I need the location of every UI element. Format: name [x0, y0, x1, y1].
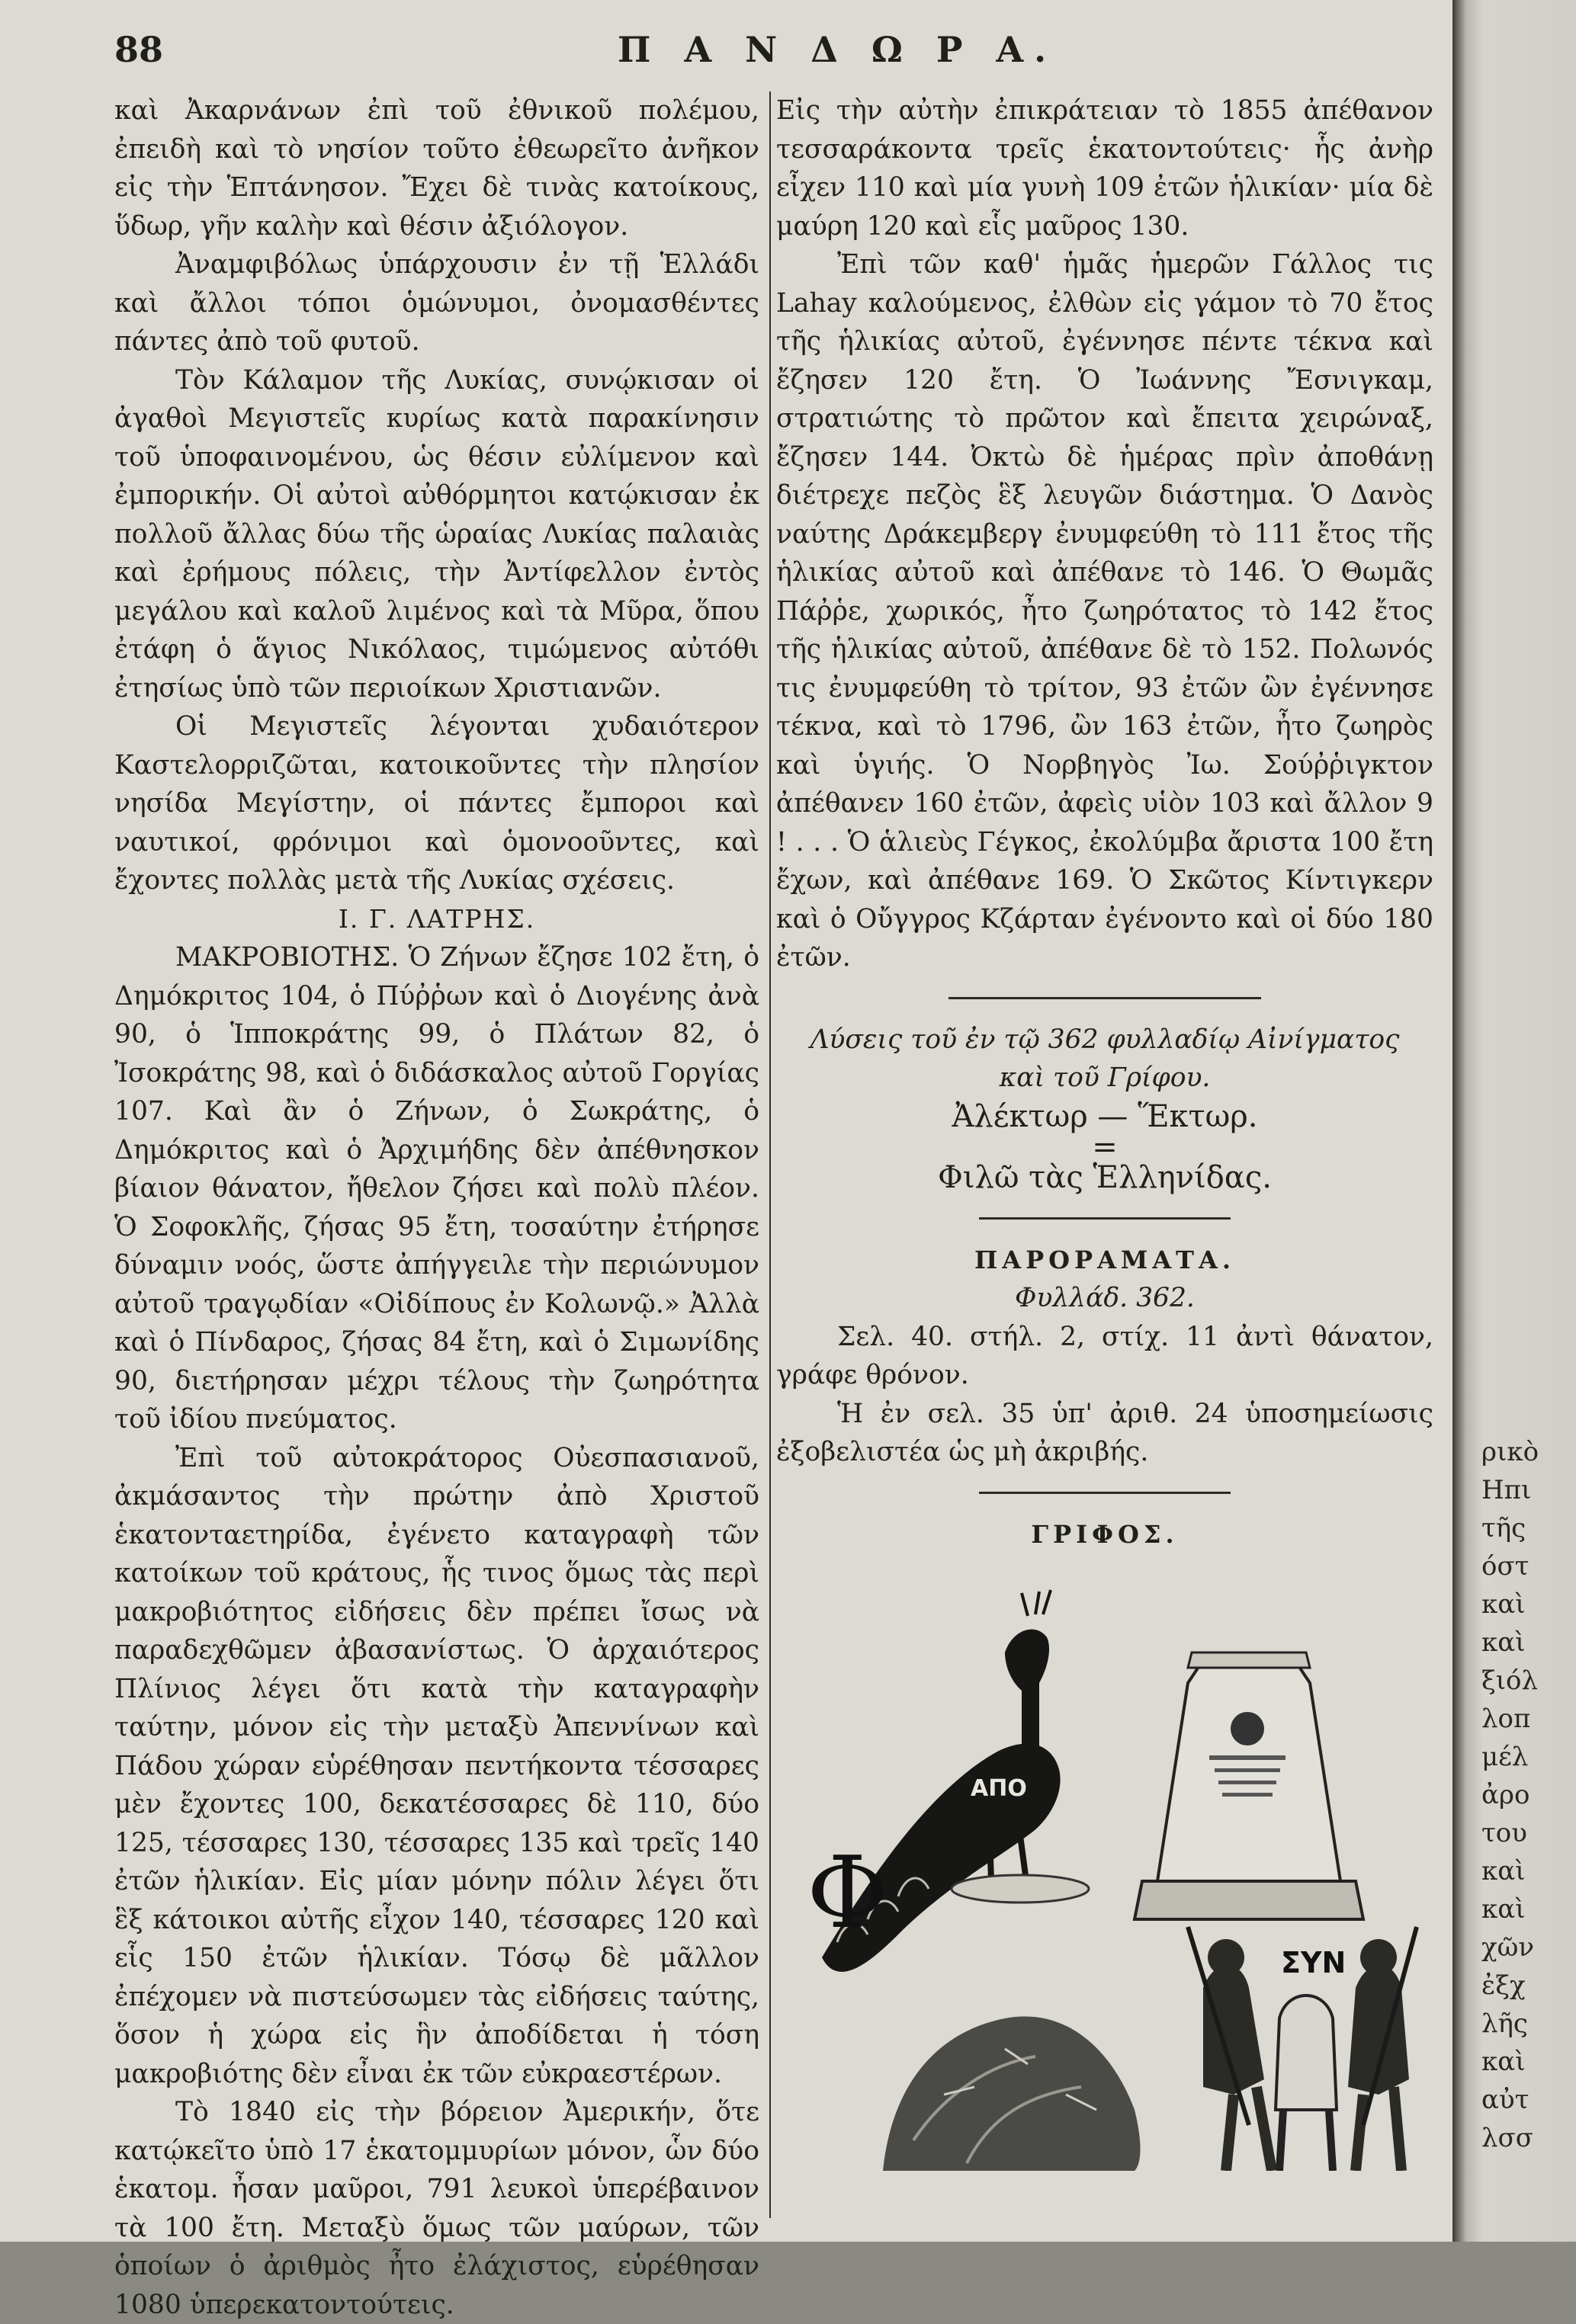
section-rule: [948, 997, 1261, 999]
paragraph: Ἐπὶ τοῦ αὐτοκράτορος Οὐεσπασιανοῦ, ἀκμάσαντος τὴν πρώτην ἀπὸ Χριστοῦ ἑκατονταετηρίδα, ἐγένετο καταγραφὴ τῶν κατοίκων τοῦ κράτους, ἧς τινος ὅμως τὰς περὶ μακροβιότητος εἰδήσεις δὲν πρέπει ἴσως νὰ παραδεχθῶμεν ἀβασανίστως. Ὁ ἀρχαιότερος Πλίνιος λέγει ὅτι κατὰ τὴν καταγραφὴν ταύτην, μόνον εἰς τὴν μεταξὺ Ἀπεννίνων καὶ Πάδου χώραν εὑρέθησαν πεντήκοντα τέσσαρες μὲν ἔχοντες 100, δεκατέσσαρες δὲ 110, δύο 125, τέσσαρες 130, τέσσαρες 135 καὶ τρεῖς 140 ἐτῶν ἡλικίαν. Εἰς μίαν μόνην πόλιν λέγει ὅτι ἓξ κάτοικοι αὐτῆς εἶχον 140, τέσσαρες 120 καὶ εἷς 150 ἐτῶν ἡλικίαν. Τόσῳ δὲ μᾶλλον ἐπέχομεν νὰ πιστεύσωμεν τὰς εἰδήσεις ταύτης, ὅσον ἡ χώρα εἰς ἣν ἀποδίδεται ἡ τόση μακροβιότης δὲν εἶναι ἐκ τῶν εὐκραεστέρων.: [114, 1442, 759, 2089]
next-page-fragment: καὶ: [1481, 2047, 1526, 2077]
next-page-fragment: ἐξχ: [1481, 1970, 1526, 2001]
next-page-edge: [1452, 0, 1576, 2242]
solution-answer: Φιλῶ τὰς Ἑλληνίδας.: [938, 1160, 1272, 1195]
next-page-fragment: μέλ: [1481, 1742, 1529, 1772]
paragraph: Εἰς τὴν αὐτὴν ἐπικράτειαν τὸ 1855 ἀπέθανον τεσσαράκοντα τρεῖς ἑκατοντούτεις· ἧς ἀνὴρ εἶχεν 110 καὶ μία γυνὴ 109 ἐτῶν ἡλικίαν· μία δὲ μαύρη 120 καὶ εἷς μαῦρος 130.: [776, 95, 1433, 242]
solutions-title: Λύσεις τοῦ ἐν τῷ 362 φυλλαδίῳ Αἰνίγματος: [810, 1024, 1400, 1055]
next-page-fragment: καὶ: [1481, 1894, 1526, 1925]
paragraph: Τὸν Κάλαμον τῆς Λυκίας, συνῴκισαν οἱ ἀγαθοὶ Μεγιστεῖς κυρίως κατὰ παρακίνησιν τοῦ ὑποφαινομένου, ὡς θέσιν εὐλίμενον καὶ ἐμπορικήν. Οἱ αὐτοὶ αὐθόρμητοι κατῴκισαν ἐκ πολλοῦ ἄλλας δύω τῆς ὡραίας Λυκίας παλαιὰς καὶ ἐρήμους πόλεις, τὴν Ἀντίφελλον ἐντὸς μεγάλου καὶ καλοῦ λιμένος καὶ τὰ Μῦρα, ὅπου ἐτάφη ὁ ἅγιος Νικόλαος, τιμώμενος αὐτόθι ἐτησίως ὑπὸ τῶν περιοίκων Χριστιανῶν.: [114, 364, 759, 704]
next-page-fragment: χῶν: [1481, 1932, 1534, 1963]
rebus-word: ΣΥΝ: [1281, 1946, 1347, 1979]
solutions-subtitle: καὶ τοῦ Γρίφου.: [999, 1063, 1211, 1093]
next-page-fragment: καὶ: [1481, 1589, 1526, 1620]
running-title: Π Α Ν Δ Ω Ρ Α.: [618, 29, 1058, 70]
rebus-illustration: [776, 1561, 1433, 2171]
solution-answer: Ἀλέκτωρ — Ἕκτωρ.: [952, 1098, 1258, 1134]
errata-entry: Ἡ ἐν σελ. 35 ὑπ' ἀριθ. 24 ὑποσημείωσις ἐξοβελιστέα ὡς μὴ ἀκριβής.: [776, 1398, 1433, 1467]
equals-sign: =: [1092, 1130, 1118, 1165]
paragraph: καὶ Ἀκαρνάνων ἐπὶ τοῦ ἐθνικοῦ πολέμου, ἐπειδὴ καὶ τὸ νησίον τοῦτο ἐθεωρεῖτο ἀνῆκον εἰς τὴν Ἑπτάνησον. Ἔχει δὲ τινὰς κατοίκους, ὕδωρ, γῆν καλὴν καὶ θέσιν ἀξιόλογον.: [114, 95, 759, 242]
section-rule: [979, 1492, 1231, 1494]
paragraph: ΜΑΚΡΟΒΙΟΤΗΣ. Ὁ Ζήνων ἔζησε 102 ἔτη, ὁ Δημόκριτος 104, ὁ Πύῤῥων καὶ ὁ Διογένης ἀνὰ 90, ὁ Ἱπποκράτης 99, ὁ Πλάτων 82, ὁ Ἰσοκράτης 98, καὶ ὁ διδάσκαλος αὐτοῦ Γοργίας 107. Καὶ ἂν ὁ Ζήνων, ὁ Σωκράτης, ὁ Δημόκριτος καὶ ὁ Ἀρχιμήδης δὲν ἀπέθνησκον βίαιον θάνατον, ἤθελον ζήσει καὶ πολὺ πλέον. Ὁ Σοφοκλῆς, ζήσας 95 ἔτη, τοσαύτην ἐτήρησε δύναμιν νοός, ὥστε ἀπήγγειλε τὴν περιώνυμον αὐτοῦ τραγῳδίαν «Οἰδίπους ἐν Κολωνῷ.» Ἀλλὰ καὶ ὁ Πίνδαρος, ζήσας 84 ἔτη, καὶ ὁ Σιμωνίδης 90, διετήρησαν μέχρι τέλους τὴν ζωηρότητα τοῦ ἰδίου πνεύματος.: [114, 942, 759, 1434]
next-page-fragment: ξιόλ: [1481, 1665, 1539, 1696]
errata-entry: Σελ. 40. στήλ. 2, στίχ. 11 ἀντὶ θάνατον, γράφε θρόνον.: [776, 1321, 1433, 1390]
soldiers-figure: [1188, 1927, 1417, 2171]
next-page-fragment: τῆς: [1481, 1513, 1526, 1543]
next-page-fragment: καὶ: [1481, 1856, 1526, 1886]
errata-issue: Φυλλάδ. 362.: [1015, 1283, 1195, 1313]
paragraph: Τὸ 1840 εἰς τὴν βόρειον Ἀμερικήν, ὅτε κατῴκεῖτο ὑπὸ 17 ἑκατομμυρίων μόνον, ὧν δύο ἑκατομ. ἦσαν μαῦροι, 791 λευκοὶ ὑπερέβαινον τὰ 100 ἔτη. Μεταξὺ ὅμως τῶν μαύρων, τῶν ὁποίων ὁ ἀριθμὸς ἦτο ἐλάχιστος, εὑρέθησαν 1080 ὑπερεκατοντούτεις.: [114, 2097, 759, 2320]
column-divider: [769, 91, 771, 2218]
next-page-fragment: λοπ: [1481, 1704, 1531, 1734]
griphos-heading: ΓΡΙΦΟΣ.: [1031, 1519, 1179, 1549]
page-number: 88: [114, 29, 164, 70]
section-rule: [979, 1217, 1231, 1220]
next-page-fragment: λῆς: [1481, 2008, 1528, 2039]
author-signature: Ι. Γ. ΛΑΤΡΗΣ.: [338, 903, 536, 934]
next-page-fragment: ἀρο: [1481, 1780, 1530, 1810]
left-column: [114, 91, 759, 2324]
next-page-fragment: αὐτ: [1481, 2085, 1529, 2115]
next-page-fragment: του: [1481, 1818, 1527, 1848]
next-page-text-fragments: [1452, 1433, 1539, 2157]
rebus-letter: Φ: [807, 1835, 888, 1951]
rebus-word: ΑΠΟ: [971, 1775, 1027, 1802]
next-page-fragment: Ηπι: [1481, 1475, 1532, 1505]
right-column: [776, 91, 1433, 2171]
page-header: [114, 29, 1433, 75]
paragraph: Ἀναμφιβόλως ὑπάρχουσιν ἐν τῇ Ἑλλάδι καὶ ἄλλοι τόποι ὁμώνυμοι, ὀνομασθέντες πάντες ἀπὸ τοῦ φυτοῦ.: [114, 249, 759, 357]
next-page-fragment: καὶ: [1481, 1627, 1526, 1658]
next-page-fragment: λσσ: [1481, 2123, 1533, 2153]
paragraph: Οἱ Μεγιστεῖς λέγονται χυδαιότερον Καστελορριζῶται, κατοικοῦντες τὴν πλησίον νησίδα Μεγίστην, οἱ πάντες ἔμποροι καὶ ναυτικοί, φρόνιμοι καὶ ὁμονοοῦντες, καὶ ἔχοντες πολλὰς μετὰ τῆς Λυκίας σχέσεις.: [114, 711, 759, 896]
paragraph: Ἐπὶ τῶν καθ' ἡμᾶς ἡμερῶν Γάλλος τις Lahay καλούμενος, ἐλθὼν εἰς γάμον τὸ 70 ἔτος τῆς ἡλικίας αὐτοῦ, ἐγέννησε πέντε τέκνα καὶ ἔζησεν 120 ἔτη. Ὁ Ἰωάννης Ἔσνιγκαμ, στρατιώτης τὸ πρῶτον καὶ ἔπειτα χειρώναξ, ἔζησεν 144. Ὀκτὼ δὲ ἡμέρας πρὶν ἀποθάνῃ διέτρεχε πεζὸς ἓξ λευγῶν διάστημα. Ὁ Δανὸς ναύτης Δράκεμβεργ ἐνυμφεύθη τὸ 111 ἔτος τῆς ἡλικίας αὐτοῦ καὶ ἀπέθανε τὸ 146. Ὁ Θωμᾶς Πάῤῥε, χωρικός, ἦτο ζωηρότατος τὸ 142 ἔτος τῆς ἡλικίας αὐτοῦ, ἀπέθανε δὲ τὸ 152. Πολωνός τις ἐνυμφεύθη τὸ τρίτον, 93 ἐτῶν ὢν ἐγέννησε τέκνα, καὶ τὸ 1796, ὢν 163 ἐτῶν, ἦτο ζωηρὸς καὶ ὑγιής. Ὁ Νορβηγὸς Ἰω. Σούῤῥιγκτον ἀπέθανεν 160 ἐτῶν, ἀφεὶς υἱὸν 103 καὶ ἄλλον 9 ! . . . Ὁ ἁλιεὺς Γέγκος, ἐκολύμβα ἄριστα 100 ἔτη ἔχων, καὶ ἀπέθανε 169. Ὁ Σκῶτος Κίντιγκερν καὶ ὁ Οὔγγρος Κζάρταν ἐγένοντο καὶ οἱ δύο 180 ἐτῶν.: [776, 249, 1433, 973]
rock-figure: [883, 2017, 1141, 2171]
errata-heading: ΠΑΡΟΡΑΜΑΤΑ.: [974, 1245, 1235, 1274]
monument-figure: [1135, 1652, 1363, 1919]
next-page-fragment: όστ: [1481, 1551, 1529, 1582]
next-page-fragment: ρικὸ: [1481, 1437, 1539, 1467]
